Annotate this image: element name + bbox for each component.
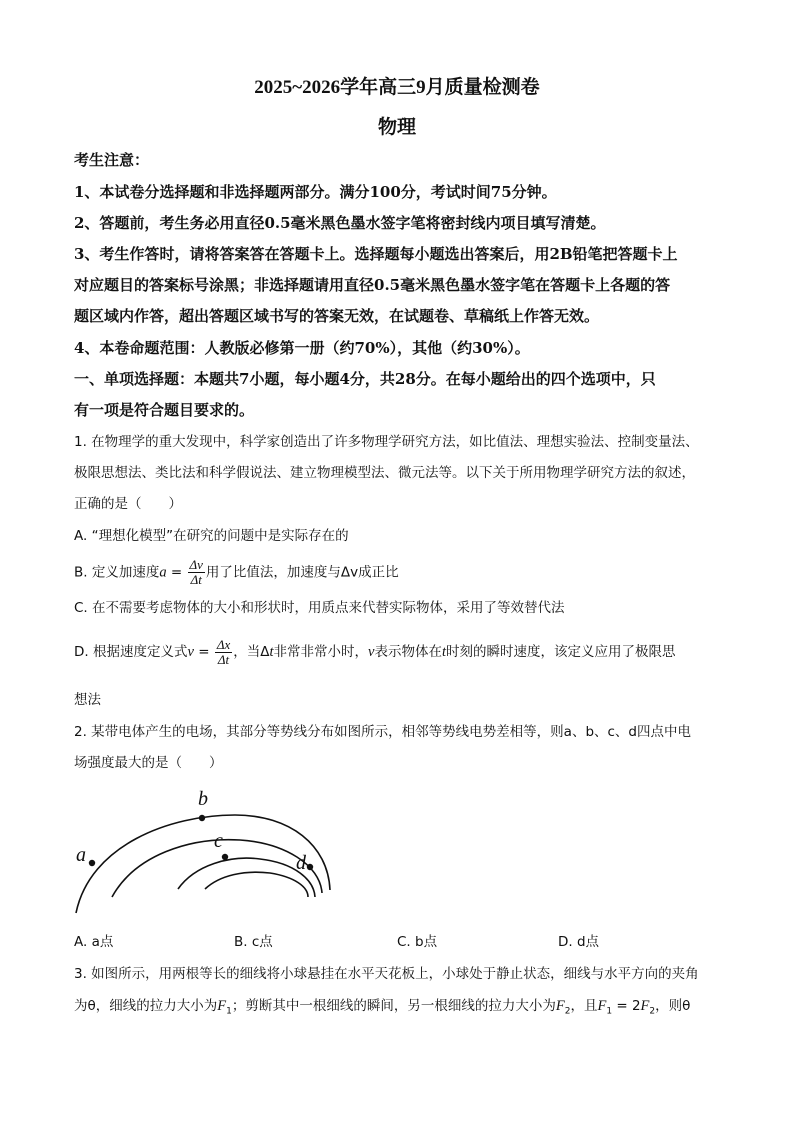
label-d: d bbox=[296, 852, 306, 874]
notice-item-2: 2、答题前，考生务必用直径0.5毫米黑色墨水签字笔将密封线内项目填写清楚。 bbox=[74, 214, 606, 232]
q1-option-d-v: v bbox=[187, 644, 194, 660]
equipotential-figure bbox=[70, 785, 340, 920]
q1-option-b-den: Δt bbox=[190, 572, 202, 587]
q1-option-b-fraction bbox=[188, 558, 205, 587]
point-d bbox=[307, 864, 313, 870]
q2-option-a: A. a点 bbox=[74, 934, 114, 950]
point-a bbox=[89, 860, 95, 866]
q3-f1-sub-eq: 1 bbox=[606, 1006, 613, 1017]
q1-option-b-eq: = bbox=[166, 564, 187, 581]
q1-option-b-pre: B. 定义加速度 bbox=[74, 564, 160, 581]
q3-f2-sub-eq: 2 bbox=[649, 1006, 656, 1017]
q3-f2-symbol-eq: F bbox=[640, 998, 650, 1014]
q2-option-d: D. d点 bbox=[558, 934, 600, 950]
q3-stem-2-and: ，且 bbox=[570, 998, 598, 1014]
exam-title: 2025~2026学年高三9月质量检测卷 bbox=[254, 77, 540, 98]
q1-option-c: C. 在不需要考虑物体的大小和形状时，用质点来代替实际物体，采用了等效替代法 bbox=[74, 600, 565, 616]
q1-option-b-post: 用了比值法，加速度与Δv成正比 bbox=[205, 564, 399, 581]
q2-option-c: C. b点 bbox=[397, 934, 438, 950]
q3-stem-1: 3. 如图所示，用两根等长的细线将小球悬挂在水平天花板上，小球处于静止状态，细线与水平方向的夹角 bbox=[74, 966, 699, 982]
q3-stem-2 bbox=[74, 996, 724, 1022]
q1-option-d-post: 时刻的瞬时速度，该定义应用了极限思 bbox=[445, 644, 676, 660]
q1-option-d bbox=[74, 636, 724, 668]
label-a: a bbox=[76, 844, 86, 866]
q3-stem-2-eq: = 2 bbox=[612, 998, 641, 1014]
q1-option-d-fraction bbox=[215, 638, 232, 667]
q1-option-a: A. “理想化模型”在研究的问题中是实际存在的 bbox=[74, 528, 349, 544]
section1-heading: 一、单项选择题：本题共7小题，每小题4分，共28分。在每小题给出的四个选项中，只 bbox=[74, 370, 656, 388]
q3-stem-2-post: ，则θ bbox=[655, 998, 691, 1014]
notice-item-3-cont2: 题区域内作答，超出答题区域书写的答案无效，在试题卷、草稿纸上作答无效。 bbox=[74, 307, 600, 325]
point-c bbox=[222, 854, 228, 860]
q1-stem-1: 1. 在物理学的重大发现中，科学家创造出了许多物理学研究方法，如比值法、理想实验法、控制变量法、 bbox=[74, 434, 699, 450]
q1-option-d-cont: 想法 bbox=[74, 692, 101, 708]
notice-item-4: 4、本卷命题范围：人教版必修第一册（约70%），其他（约30%）。 bbox=[74, 339, 530, 357]
point-b bbox=[199, 815, 205, 821]
q1-option-d-num: Δx bbox=[216, 636, 231, 652]
equipotential-line-4 bbox=[205, 872, 308, 897]
q3-stem-2-pre: 为θ，细线的拉力大小为 bbox=[74, 998, 218, 1014]
equipotential-line-3 bbox=[178, 858, 315, 897]
q1-stem-2: 极限思想法、类比法和科学假说法、建立物理模型法、微元法等。以下关于所用物理学研究方法的叙述， bbox=[74, 465, 695, 481]
q1-option-d-mid2: 非常非常小时， bbox=[273, 644, 369, 660]
equipotential-line-1 bbox=[76, 815, 330, 913]
q3-f2-symbol: F bbox=[555, 998, 565, 1014]
q3-f1-sub: 1 bbox=[226, 1006, 232, 1017]
q1-option-d-mid1: ，当Δ bbox=[233, 644, 270, 660]
q1-stem-3: 正确的是（ ） bbox=[74, 496, 182, 512]
q1-option-d-den: Δt bbox=[217, 651, 230, 667]
q1-option-d-t2: t bbox=[441, 644, 446, 660]
q2-option-b: B. c点 bbox=[234, 934, 273, 950]
q3-f2-sub: 2 bbox=[564, 1006, 571, 1017]
q1-option-d-v2: v bbox=[368, 644, 375, 660]
notice-item-3-cont: 对应题目的答案标号涂黑；非选择题请用直径0.5毫米黑色墨水签字笔在答题卡上各题的答 bbox=[74, 276, 671, 294]
q3-stem-2-mid: ；剪断其中一根细线的瞬间，另一根细线的拉力大小为 bbox=[231, 998, 556, 1014]
q2-stem-1: 2. 某带电体产生的电场，其部分等势线分布如图所示，相邻等势线电势差相等，则a、b、c、d四点中电 bbox=[74, 724, 692, 740]
q2-stem-2: 场强度最大的是（ ） bbox=[74, 755, 223, 771]
q1-option-b-num: Δv bbox=[189, 557, 203, 572]
notice-heading: 考生注意： bbox=[74, 151, 150, 169]
q3-f1-symbol-eq: F bbox=[597, 998, 607, 1014]
label-b: b bbox=[198, 788, 208, 810]
q1-option-b-a: a bbox=[159, 564, 167, 581]
q3-f1-symbol: F bbox=[217, 998, 227, 1014]
label-c: c bbox=[214, 830, 223, 852]
q1-option-d-pre: D. 根据速度定义式 bbox=[74, 644, 188, 660]
q2-options bbox=[74, 930, 724, 950]
q1-option-d-mid3: 表示物体在 bbox=[374, 644, 442, 660]
section1-heading-cont: 有一项是符合题目要求的。 bbox=[74, 401, 255, 419]
q1-option-d-t: t bbox=[269, 644, 274, 660]
subject-title: 物理 bbox=[377, 117, 416, 138]
notice-item-1: 1、本试卷分选择题和非选择题两部分。满分100分，考试时间75分钟。 bbox=[74, 183, 557, 201]
q1-option-b bbox=[74, 558, 724, 587]
q1-option-d-eq: = bbox=[193, 644, 214, 660]
notice-item-3: 3、考生作答时，请将答案答在答题卡上。选择题每小题选出答案后，用2B铅笔把答题卡上 bbox=[74, 245, 678, 263]
